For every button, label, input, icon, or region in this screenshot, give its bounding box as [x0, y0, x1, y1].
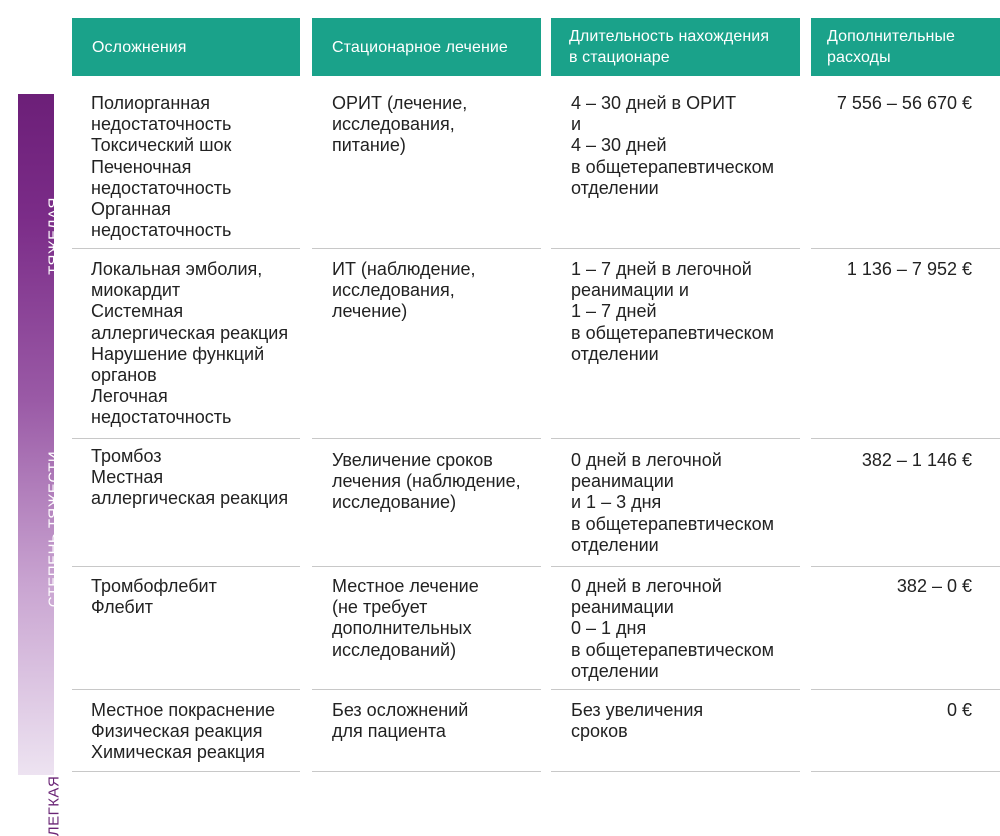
- row-divider: [0, 248, 1000, 249]
- row-divider-segment: [312, 248, 541, 249]
- cell-line: 4 – 30 дней: [571, 135, 667, 156]
- row-divider-segment: [551, 248, 800, 249]
- cell-line: аллергическая реакция: [91, 322, 289, 343]
- row-divider-segment: [811, 438, 1000, 439]
- row-divider-segment: [551, 771, 800, 772]
- row-divider: [0, 438, 1000, 439]
- cell-line: Химическая реакция: [91, 742, 265, 763]
- row-divider-segment: [312, 689, 541, 690]
- cell-line: питание): [332, 135, 406, 156]
- severity-gradient-bar: [18, 94, 63, 836]
- treatment-cell: [332, 93, 547, 157]
- cell-line: недостаточность: [91, 114, 232, 135]
- header-costs-line: расходы: [827, 49, 891, 66]
- cell-line: Физическая реакция: [91, 721, 263, 742]
- cell-line: 1 – 7 дней: [571, 301, 657, 322]
- cell-line: Локальная эмболия,: [91, 259, 263, 279]
- cell-line: органов: [91, 365, 157, 386]
- cell-line: Без осложнений: [332, 700, 469, 720]
- duration-cell: [571, 259, 816, 365]
- cell-line: ИТ (наблюдение,: [332, 259, 476, 279]
- cell-line: аллергическая реакция: [91, 488, 289, 509]
- cell-line: 382 – 1 146 €: [861, 450, 972, 470]
- costs-cell: [792, 93, 972, 114]
- cell-line: исследования,: [332, 280, 455, 301]
- severity-label-severe: ТЯЖЕЛАЯ: [45, 197, 63, 275]
- cell-line: исследований): [332, 639, 457, 660]
- cell-line: Тромбоз: [91, 446, 162, 466]
- header-costs-line: Дополнительные: [827, 28, 956, 45]
- row-divider-segment: [312, 438, 541, 439]
- row-divider-segment: [72, 248, 300, 249]
- cell-line: (не требует: [332, 597, 428, 618]
- treatment-cell: [332, 700, 547, 742]
- cell-line: исследования,: [332, 114, 455, 135]
- cell-line: 0 €: [946, 700, 972, 720]
- cell-line: Увеличение сроков: [332, 450, 493, 470]
- cell-line: недостаточность: [91, 177, 232, 198]
- cell-line: реанимации и: [571, 280, 689, 301]
- cell-line: 1 – 7 дней в легочной: [571, 259, 752, 279]
- row-divider-segment: [312, 771, 541, 772]
- header-complications: [72, 18, 300, 76]
- cell-line: отделении: [571, 343, 659, 364]
- cell-line: Полиорганная: [91, 93, 210, 113]
- cell-line: 0 дней в легочной: [571, 450, 722, 470]
- duration-cell: [571, 700, 816, 742]
- header-costs: [811, 18, 1000, 76]
- duration-cell: [571, 93, 816, 199]
- cell-line: реанимации: [571, 597, 674, 618]
- cell-line: Без увеличения: [571, 700, 704, 720]
- row-divider-segment: [551, 438, 800, 439]
- row-divider-segment: [72, 771, 300, 772]
- cell-line: 7 556 – 56 670 €: [836, 93, 972, 113]
- cell-line: в общетерапевтическом: [571, 156, 775, 177]
- cell-line: отделении: [571, 534, 659, 555]
- row-divider-segment: [72, 566, 300, 567]
- row-divider: [0, 566, 1000, 567]
- cell-line: в общетерапевтическом: [571, 639, 775, 660]
- header-duration: [551, 18, 800, 76]
- cell-line: Местное лечение: [332, 576, 479, 596]
- cell-line: недостаточность: [91, 407, 232, 428]
- row-divider-segment: [551, 566, 800, 567]
- cell-line: лечение): [332, 301, 408, 322]
- row-divider-segment: [72, 438, 300, 439]
- cell-line: Флебит: [91, 597, 154, 618]
- treatment-cell: [332, 450, 547, 514]
- header-inpatient-treatment-line: Стационарное лечение: [332, 38, 508, 56]
- cell-line: недостаточность: [91, 220, 232, 241]
- costs-cell: [792, 700, 972, 721]
- cell-line: ОРИТ (лечение,: [332, 93, 468, 113]
- row-divider-segment: [811, 248, 1000, 249]
- cell-line: лечения (наблюдение,: [332, 471, 521, 492]
- cell-line: в общетерапевтическом: [571, 322, 775, 343]
- row-divider-segment: [312, 566, 541, 567]
- header-inpatient-treatment: [312, 18, 541, 76]
- duration-cell: [571, 576, 816, 682]
- costs-cell: [792, 576, 972, 597]
- cell-line: для пациента: [332, 721, 446, 742]
- cell-line: Органная: [91, 199, 171, 220]
- cell-line: Системная: [91, 301, 184, 322]
- row-divider-segment: [72, 689, 300, 690]
- treatment-cell: [332, 259, 547, 323]
- complications-cell: [91, 259, 306, 429]
- row-divider-segment: [551, 689, 800, 690]
- complications-cell: [91, 93, 306, 241]
- row-divider: [0, 689, 1000, 690]
- duration-cell: [571, 450, 816, 556]
- cell-line: сроков: [571, 721, 628, 742]
- cell-line: и: [571, 114, 582, 135]
- cell-line: отделении: [571, 177, 659, 198]
- cell-line: в общетерапевтическом: [571, 513, 775, 534]
- complications-cell: [91, 700, 306, 764]
- complications-cell: [91, 446, 306, 510]
- cell-line: Печеночная: [91, 156, 192, 177]
- cell-line: 1 136 – 7 952 €: [846, 259, 972, 279]
- cell-line: Местная: [91, 467, 164, 488]
- cell-line: 0 – 1 дня: [571, 618, 647, 639]
- cell-line: Токсический шок: [91, 135, 232, 156]
- complications-cell: [91, 576, 306, 618]
- cell-line: реанимации: [571, 471, 674, 492]
- cell-line: миокардит: [91, 280, 181, 301]
- cell-line: Тромбофлебит: [91, 576, 217, 596]
- row-divider-segment: [811, 771, 1000, 772]
- cell-line: исследование): [332, 492, 457, 513]
- header-duration-line: в стационаре: [569, 49, 670, 66]
- cell-line: и 1 – 3 дня: [571, 492, 662, 513]
- cell-line: дополнительных: [332, 618, 472, 639]
- cell-line: отделении: [571, 660, 659, 681]
- cell-line: Местное покраснение: [91, 700, 276, 720]
- severity-label-mild: ЛЕГКАЯ: [45, 775, 63, 836]
- header-duration-line: Длительность нахождения: [569, 28, 770, 45]
- cell-line: Легочная: [91, 386, 168, 407]
- cell-line: 382 – 0 €: [896, 576, 972, 596]
- header-complications-line: Осложнения: [92, 38, 187, 56]
- row-divider: [0, 771, 1000, 772]
- row-divider-segment: [811, 566, 1000, 567]
- costs-cell: [792, 259, 972, 280]
- cell-line: 0 дней в легочной: [571, 576, 722, 596]
- costs-cell: [792, 450, 972, 471]
- cell-line: 4 – 30 дней в ОРИТ: [571, 93, 737, 113]
- severity-label-axis: СТЕПЕНЬ ТЯЖЕСТИ: [45, 450, 63, 608]
- row-divider-segment: [811, 689, 1000, 690]
- treatment-cell: [332, 576, 547, 661]
- cell-line: Нарушение функций: [91, 343, 265, 364]
